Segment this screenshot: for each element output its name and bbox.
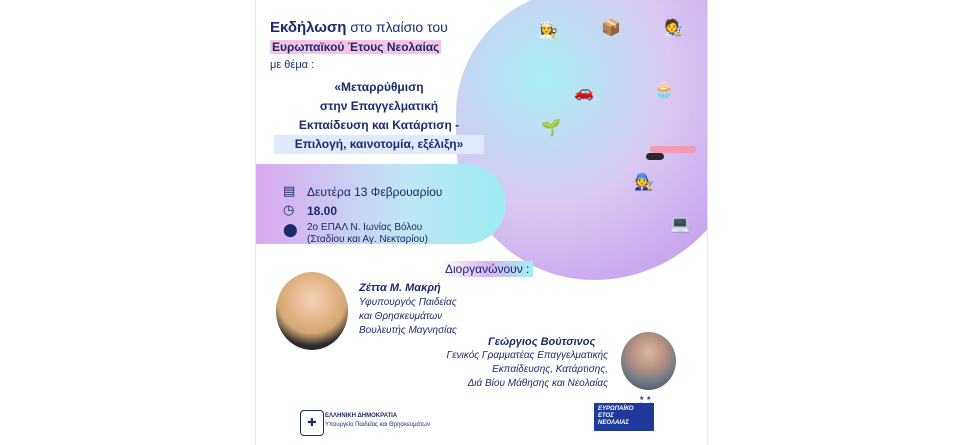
header-line1: Εκδήλωση στο πλαίσιο του <box>270 19 448 36</box>
person1-photo <box>276 272 348 350</box>
event-title: «Μεταρρύθμιση στην Επαγγελματική Εκπαίδευση και Κατάρτιση - Επιλογή, καινοτομία, εξέλιξη» <box>274 78 484 154</box>
person1-role: Βουλευτής Μαγνησίας <box>359 325 457 336</box>
event-time: 18.00 <box>307 204 338 218</box>
person2-role: Εκπαίδευσης, Κατάρτισης, <box>492 364 608 375</box>
clock-icon: ◷ <box>283 202 295 217</box>
ministry-emblem-icon: ✚ <box>300 410 324 436</box>
ministry-title: ΕΛΛΗΝΙΚΗ ΔΗΜΟΚΡΑΤΙΑ <box>325 413 398 419</box>
header-line2-highlight: Ευρωπαϊκού Έτους Νεολαίας <box>272 40 440 54</box>
location-pin-icon: ⬤ <box>283 222 298 237</box>
decorative-gradient-blob <box>456 0 708 280</box>
venue-line2: (Σταδίου και Αγ. Νεκταρίου) <box>307 234 428 245</box>
gardener-illustration: 🌱 <box>541 120 561 137</box>
header-line3: με θέμα : <box>270 59 315 71</box>
warehouse-worker-illustration: 📦 <box>601 20 621 37</box>
painter-illustration: 🧑‍🎨 <box>663 20 683 37</box>
mechanic-car-illustration: 🚗 <box>574 84 594 101</box>
computer-worker-illustration: 💻 <box>670 216 690 233</box>
event-poster <box>255 0 708 445</box>
chef-illustration: 👩‍🍳 <box>538 22 558 39</box>
venue-line1: 2ο ΕΠΑΛ Ν. Ιωνίας Βόλου <box>307 222 423 233</box>
ministry-subtitle: Υπουργείο Παιδείας και Θρησκευμάτων <box>325 422 430 428</box>
event-date: Δευτέρα 13 Φεβρουαρίου <box>307 185 443 199</box>
person1-role: και Θρησκευμάτων <box>359 311 443 322</box>
technician-illustration: 🧑‍🔧 <box>634 174 654 191</box>
person2-name: Γεώργιος Βούτσινος <box>488 336 596 348</box>
person1-name: Ζέττα Μ. Μακρή <box>359 282 441 294</box>
person2-role: Διά Βίου Μάθησης και Νεολαίας <box>467 378 608 389</box>
calendar-icon: ▤ <box>283 183 296 198</box>
organizers-label: Διοργανώνουν : <box>441 261 533 277</box>
pastry-chef-illustration: 🧁 <box>654 82 674 99</box>
person2-role: Γενικός Γραμματέας Επαγγελματικής <box>446 350 608 361</box>
person1-role: Υφυπουργός Παιδείας <box>359 297 457 308</box>
person2-photo <box>621 332 676 390</box>
decor-stripe-dark <box>646 153 664 160</box>
eu-stars-icon: ★ ★ ★ ★ ★ ★ ★ ★ ★ ★ <box>639 396 654 426</box>
european-year-of-youth-logo: ΕΥΡΩΠΑΪΚΟ ΕΤΟΣ ΝΕΟΛΑΙΑΣ <box>594 403 654 431</box>
decor-stripe-pink <box>650 146 696 153</box>
